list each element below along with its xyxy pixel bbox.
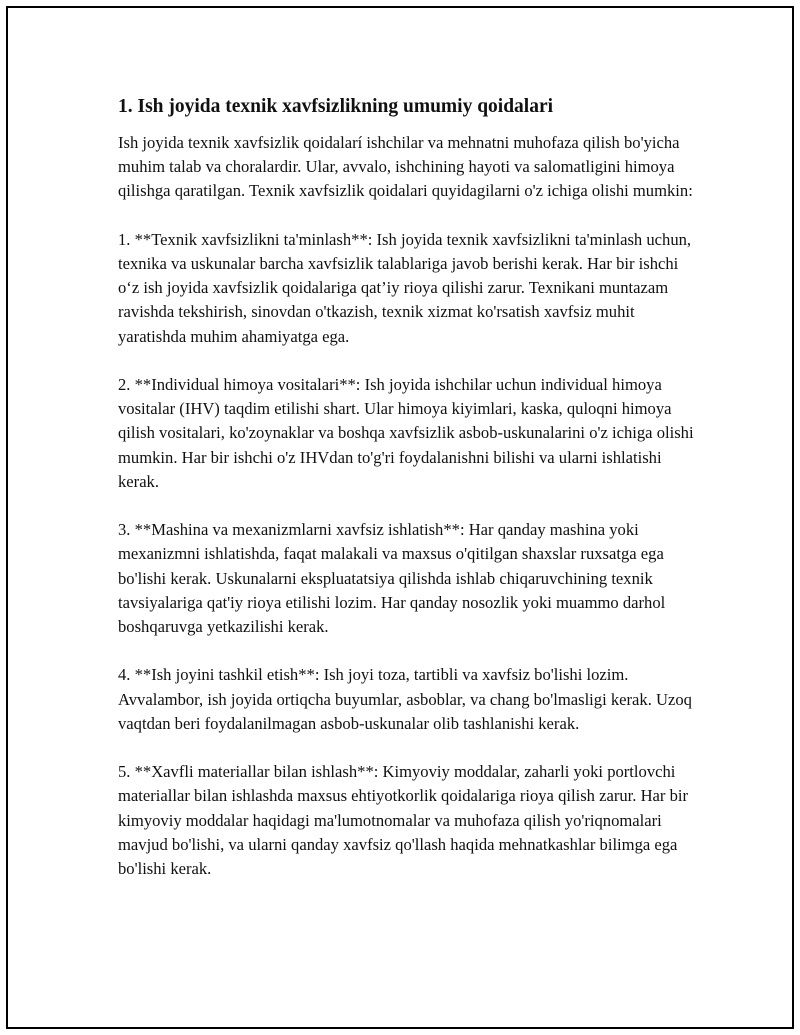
document-body	[118, 94, 694, 905]
rule-4-paragraph: 4. **Ish joyini tashkil etish**: Ish joyi toza, tartibli va xavfsiz bo'lishi lozim. Avvalambor, ish joyida ortiqcha buyumlar, asboblar, va chang bo'lmasligi kerak. Uzoq vaqtdan beri foydalanilmagan asbob-uskunalar olib tashlanishi kerak.	[118, 665, 692, 733]
rule-5-paragraph: 5. **Xavfli materiallar bilan ishlash**: Kimyoviy moddalar, zaharli yoki portlovchi materiallar bilan ishlashda maxsus ehtiyotkorlik qoidalariga rioya qilish zarur. Har bir kimyoviy moddalar haqidagi ma'lumotnomalar va muhofaza qilish yo'riqnomalari mavjud bo'lishi, va ularni qanday xavfsiz qo'llash haqida mehnatkashlar bilimga ega bo'lishi kerak.	[118, 762, 689, 879]
intro-paragraph: Ish joyida texnik xavfsizlik qoidalarí ishchilar va mehnatni muhofaza qilish bo'yicha muhim talab va choralardir. Ular, avvalo, ishchining hayoti va salomatligini himoya qilishga qaratilgan. Texnik xavfsizlik qoidalari quyidagilarni o'z ichiga olishi mumkin:	[118, 133, 693, 201]
rule-3-paragraph: 3. **Mashina va mexanizmlarni xavfsiz ishlatish**: Har qanday mashina yoki mexanizmni ishlatishda, faqat malakali va maxsus o'qitilgan shaxslar ruxsatga ega bo'lishi kerak. Uskunalarni ekspluatatsiya qilishda ishlab chiqaruvchining texnik tavsiyalariga qat'iy rioya etilishi lozim. Har qanday nosozlik yoki muammo darhol boshqaruvga yetkazilishi kerak.	[118, 520, 666, 637]
rule-2-paragraph: 2. **Individual himoya vositalari**: Ish joyida ishchilar uchun individual himoya vositalar (IHV) taqdim etilishi shart. Ular himoya kiyimlari, kaska, quloqni himoya qilish vositalari, ko'zoynaklar va boshqa xavfsizlik asbob-uskunalarini o'z ichiga olishi mumkin. Har bir ishchi o'z IHVdan to'g'ri foydalanishni bilishi va ularni ishlatishi kerak.	[118, 375, 694, 491]
rule-1-paragraph: 1. **Texnik xavfsizlikni ta'minlash**: Ish joyida texnik xavfsizlikni ta'minlash uchun, texnika va uskunalar barcha xavfsizlik talablariga javob berishi kerak. Har bir ishchi o‘z ish joyida xavfsizlik qoidalariga qat’iy rioya qilishi zarur. Texnikani muntazam ravishda tekshirish, sinovdan o'tkazish, texnik xizmat ko'rsatish xavfsiz muhit yaratishda muhim ahamiyatga ega.	[118, 229, 692, 346]
document-title: 1. Ish joyida texnik xavfsizlikning umumiy qoidalari	[118, 96, 554, 117]
